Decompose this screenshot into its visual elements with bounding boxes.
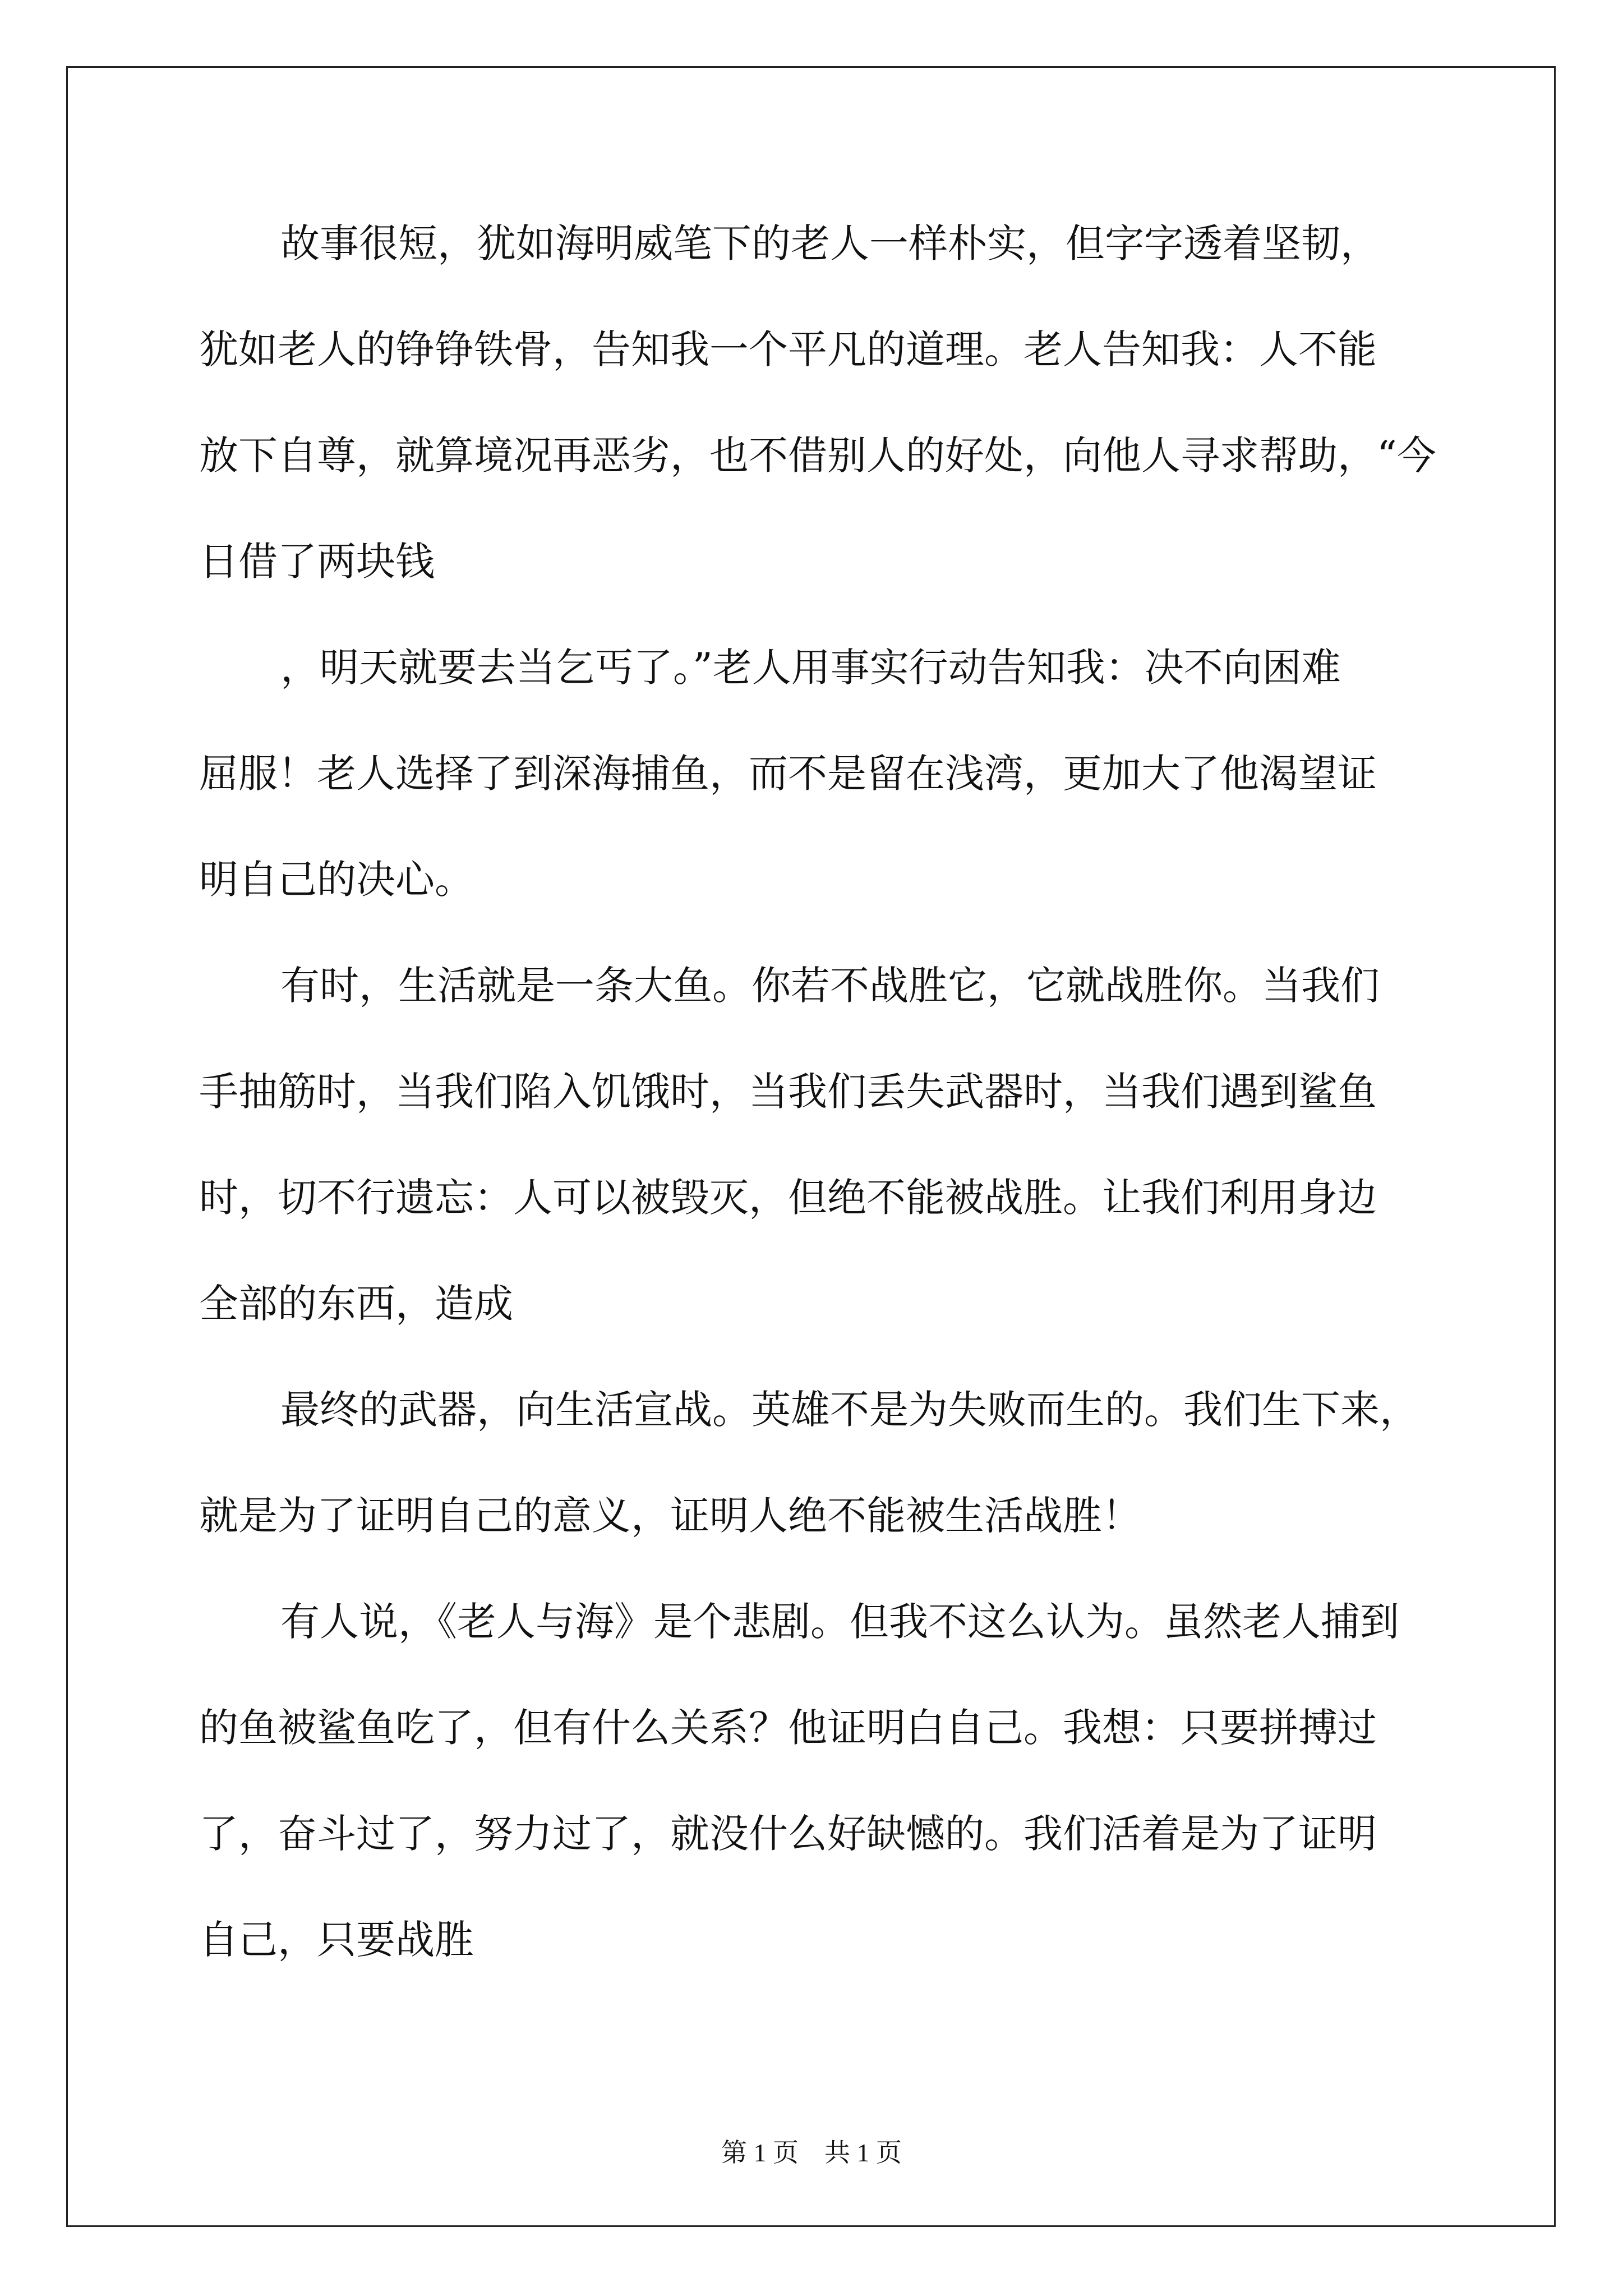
text-line: 就是为了证明自己的意义，证明人绝不能被生活战胜！: [199, 1493, 1141, 1539]
text-line: 自己，只要战胜: [199, 1917, 474, 1963]
text-line: ，明天就要去当乞丐了。”老人用事实行动告知我：决不向困难: [280, 645, 1341, 691]
text-line: 全部的东西，造成: [199, 1281, 513, 1327]
text-line: 时，切不行遗忘：人可以被毁灭，但绝不能被战胜。让我们利用身边: [199, 1175, 1377, 1221]
text-line: 手抽筋时，当我们陷入饥饿时，当我们丢失武器时，当我们遇到鲨鱼: [199, 1069, 1377, 1115]
text-line: 故事很短，犹如海明威笔下的老人一样朴实，但字字透着坚韧，: [280, 220, 1380, 266]
text-line: 明自己的决心。: [199, 857, 474, 903]
text-line: 有人说，《老人与海》是个悲剧。但我不这么认为。虽然老人捕到: [280, 1599, 1399, 1645]
text-line: 屈服！老人选择了到深海捕鱼，而不是留在浅湾，更加大了他渴望证: [199, 751, 1377, 797]
page-footer: 第 1 页 共 1 页: [721, 2138, 902, 2167]
text-line: 有时，生活就是一条大鱼。你若不战胜它，它就战胜你。当我们: [280, 963, 1380, 1009]
text-line: 了，奋斗过了，努力过了，就没什么好缺憾的。我们活着是为了证明: [199, 1811, 1377, 1857]
text-line: 日借了两块钱: [199, 539, 435, 585]
document-body: [199, 191, 1436, 1993]
text-line: 最终的武器，向生活宣战。英雄不是为失败而生的。我们生下来，: [280, 1387, 1419, 1433]
text-line: 的鱼被鲨鱼吃了，但有什么关系？他证明白自己。我想：只要拼搏过: [199, 1705, 1377, 1751]
text-line: 放下自尊，就算境况再恶劣，也不借别人的好处，向他人寻求帮助，“今: [199, 432, 1436, 478]
text-line: 犹如老人的铮铮铁骨，告知我一个平凡的道理。老人告知我：人不能: [199, 326, 1377, 372]
